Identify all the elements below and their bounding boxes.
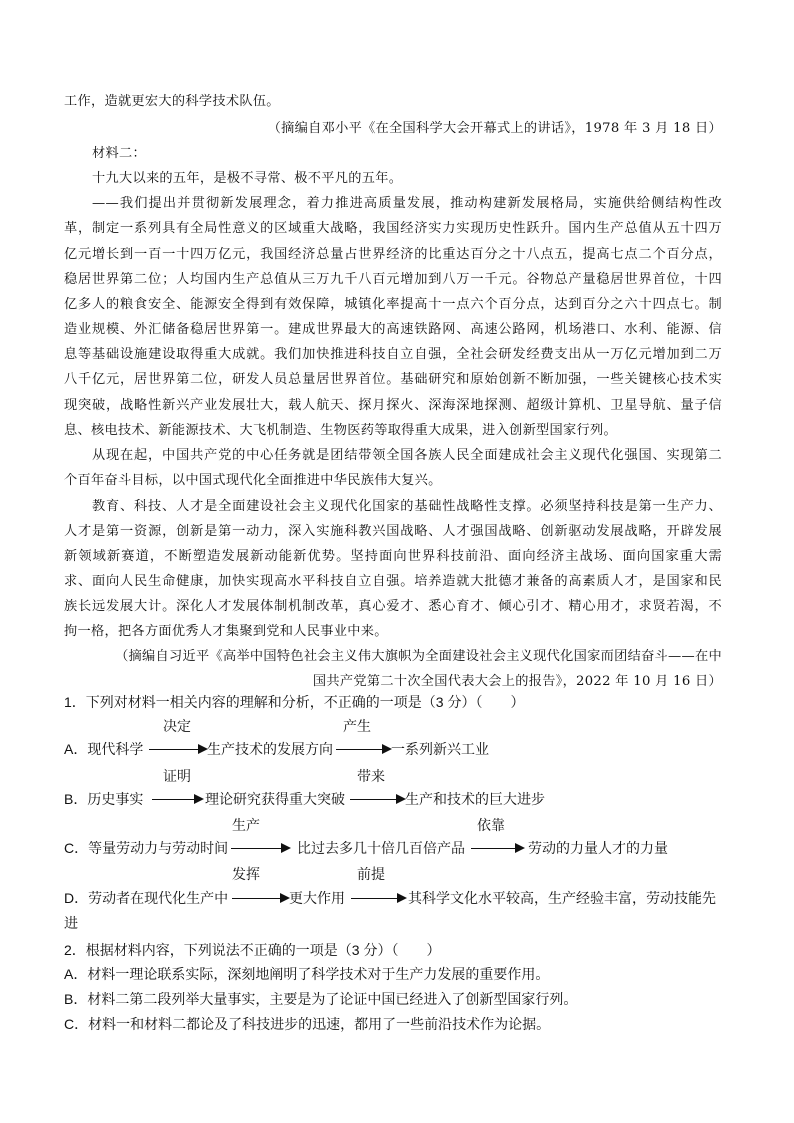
option-d-prefix: D．劳动者在现代化生产中 [64,890,229,906]
arrow-label: 带来 [357,768,385,784]
text-line: 新领域新赛道，不断塑造发展新动能新优势。坚持面向世界科技前沿、面向经济主战场、面向国家重大需 [64,549,722,564]
option-a-prefix: A．现代科学 [64,741,144,757]
text-line: 八千亿元，居世界第二位，研发人员总量居世界首位。基础研究和原始创新不断加强，一些关键核心技术实 [64,372,722,387]
text-line: 拘一格，把各方面优秀人才集聚到党和人民事业中来。 [64,624,388,639]
material-title: 材料二： [92,146,146,161]
question-1-stem: 1．下列对材料一相关内容的理解和分析，不正确的一项是（3 分）（ ） [64,694,525,710]
option-c[interactable]: C．材料一和材料二都论及了科技进步的迅速，都用了一些前沿技术作为论据。 [64,1016,551,1032]
arrow-label: 生产 [232,817,260,833]
arrow-label: 依靠 [477,817,505,833]
text-line: 族长远发展大计。深化人才发展体制机制改革，真心爱才、悉心育才、倾心引才、精心用才，求贤若渴，不 [64,599,722,614]
text-line: 亿多人的粮食安全、能源安全得到有效保障，城镇化率提高十一点六个百分点，达到百分之六十四点七。制 [64,297,722,312]
option-c-end: 劳动的力量人才的力量 [528,840,668,856]
option-b-end: 生产和技术的巨大进步 [405,791,545,807]
text-line: 人才是第一资源，创新是第一动力，深入实施科教兴国战略、人才强国战略、创新驱动发展战略，开辟发展 [64,524,722,539]
option-c-mid: 比过去多几十倍几百倍产品 [297,840,465,856]
arrow-label: 决定 [163,718,191,734]
text-line: 革，制定一系列具有全局性意义的区域重大战略，我国经济实力实现历史性跃升。国内生产总值从五十四万 [64,221,722,236]
option-a-end: 一系列新兴工业 [391,741,489,757]
option-d-mid: 更大作用 [289,890,345,906]
text-line: 十九大以来的五年，是极不寻常、极不平凡的五年。 [92,171,403,186]
option-b-mid: 理论研究获得重大突破 [205,791,345,807]
text-line: 教育、科技、人才是全面建设社会主义现代化国家的基础性战略性支撑。必须坚持科技是第一生产力、 [92,499,722,514]
option-b[interactable]: B．材料二第二段列举大量事实，主要是为了论证中国已经进入了创新型国家行列。 [64,991,578,1007]
text-line: 现突破，战略性新兴产业发展壮大，载人航天、探月探火、深海深地探测、超级计算机、卫星导航、量子信 [64,398,722,413]
text-line: 稳居世界第二位；人均国内生产总值从三万九千八百元增加到八万一千元。谷物总产量稳居世界首位，十四 [64,272,722,287]
text-line: 从现在起，中国共产党的中心任务就是团结带领全国各族人民全面建成社会主义现代化强国、实现第二 [92,448,722,463]
text-line: 造业规模、外汇储备稳居世界第一。建成世界最大的高速铁路网、高速公路网，机场港口、水利、能源、信 [64,322,722,337]
text-line: 个百年奋斗目标，以中国式现代化全面推进中华民族伟大复兴。 [64,473,442,488]
text-line: ——我们提出并贯彻新发展理念，着力推进高质量发展，推动构建新发展格局，实施供给侧结构性改 [92,196,722,211]
text-line: 息等基础设施建设取得重大成就。我们加快推进科技自立自强，全社会研发经费支出从一万亿元增加到二万 [64,347,722,362]
text-line: 求、面向人民生命健康，加快实现高水平科技自立自强。培养造就大批德才兼备的高素质人才，是国家和民 [64,574,722,589]
arrow-label: 证明 [163,768,191,784]
text-line: 亿元增长到一百一十四万亿元，我国经济总量占世界经济的比重达百分之十八点五，提高七点二个百分点， [64,247,722,262]
source-citation: 国共产党第二十次全国代表大会上的报告》，2022 年 10 月 16 日） [312,674,722,689]
option-d-end: 其科学文化水平较高，生产经验丰富，劳动技能先 [408,890,716,906]
option-c-prefix: C．等量劳动力与劳动时间 [64,840,229,856]
option-b-prefix: B．历史事实 [64,791,144,807]
text-line: 息、核电技术、新能源技术、大飞机制造、生物医药等取得重大成果，进入创新型国家行列。 [64,423,617,438]
question-2-stem: 2．根据材料内容，下列说法不正确的一项是（3 分）（ ） [64,942,441,958]
source-citation: （摘编自邓小平《在全国科学大会开幕式上的讲话》，1978 年 3 月 18 日） [267,121,722,136]
text-line: 工作，造就更宏大的科学技术队伍。 [64,94,280,109]
option-a[interactable]: A．材料一理论联系实际，深刻地阐明了科学技术对于生产力发展的重要作用。 [64,966,550,982]
option-a-mid: 生产技术的发展方向 [207,741,333,757]
option-d-continued: 进 [64,915,78,931]
arrow-label: 发挥 [232,866,260,882]
arrow-label: 产生 [343,718,371,734]
arrow-label: 前提 [357,866,385,882]
source-citation: （摘编自习近平《高举中国特色社会主义伟大旗帜为全面建设社会主义现代化国家而团结奋斗——在中 [115,649,722,664]
